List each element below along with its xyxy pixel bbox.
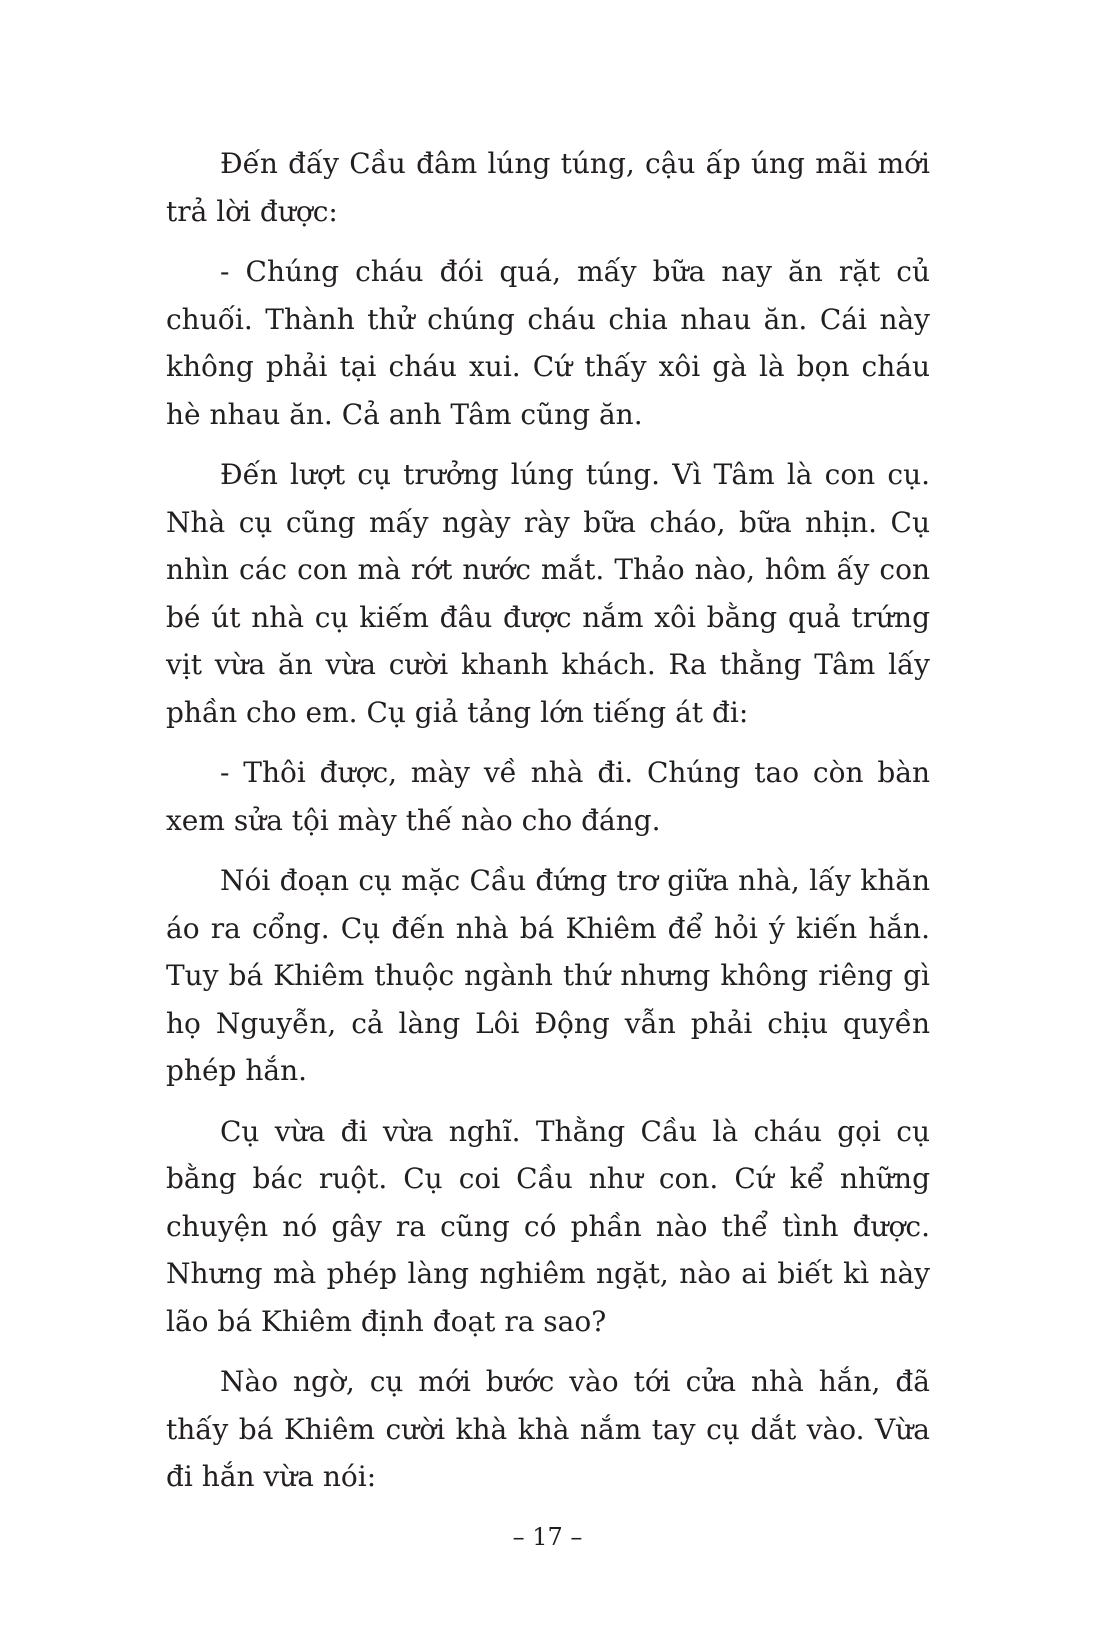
paragraph: - Chúng cháu đói quá, mấy bữa nay ăn rặt củ chuối. Thành thử chúng cháu chia nhau ăn. Cái này không phải tại cháu xui. Cứ thấy xôi gà là bọn cháu hè nhau ăn. Cả anh Tâm cũng ăn. <box>166 255 930 431</box>
paragraph: Đến đấy Cầu đâm lúng túng, cậu ấp úng mãi mới trả lời được: <box>166 147 930 228</box>
paragraph: Đến lượt cụ trưởng lúng túng. Vì Tâm là con cụ. Nhà cụ cũng mấy ngày rày bữa cháo, bữa nhịn. Cụ nhìn các con mà rớt nước mắt. Thảo nào, hôm ấy con bé út nhà cụ kiếm đâu được nắm xôi bằng quả trứng vịt vừa ăn vừa cười khanh khách. Ra thằng Tâm lấy phần cho em. Cụ giả tảng lớn tiếng át đi: <box>166 458 930 729</box>
paragraph: Nào ngờ, cụ mới bước vào tới cửa nhà hắn, đã thấy bá Khiêm cười khà khà nắm tay cụ dắt vào. Vừa đi hắn vừa nói: <box>166 1365 930 1493</box>
page-number: – 17 – <box>512 1523 583 1551</box>
paragraph: Cụ vừa đi vừa nghĩ. Thằng Cầu là cháu gọi cụ bằng bác ruột. Cụ coi Cầu như con. Cứ kể những chuyện nó gây ra cũng có phần nào thể tình được. Nhưng mà phép làng nghiêm ngặt, nào ai biết kì này lão bá Khiêm định đoạt ra sao? <box>166 1114 930 1338</box>
paragraph: Nói đoạn cụ mặc Cầu đứng trơ giữa nhà, lấy khăn áo ra cổng. Cụ đến nhà bá Khiêm để hỏi ý kiến hắn. Tuy bá Khiêm thuộc ngành thứ nhưng không riêng gì họ Nguyễn, cả làng Lôi Động vẫn phải chịu quyền phép hắn. <box>166 864 930 1087</box>
page-body <box>166 140 930 1514</box>
paragraph: - Thôi được, mày về nhà đi. Chúng tao còn bàn xem sửa tội mày thế nào cho đáng. <box>166 756 930 837</box>
